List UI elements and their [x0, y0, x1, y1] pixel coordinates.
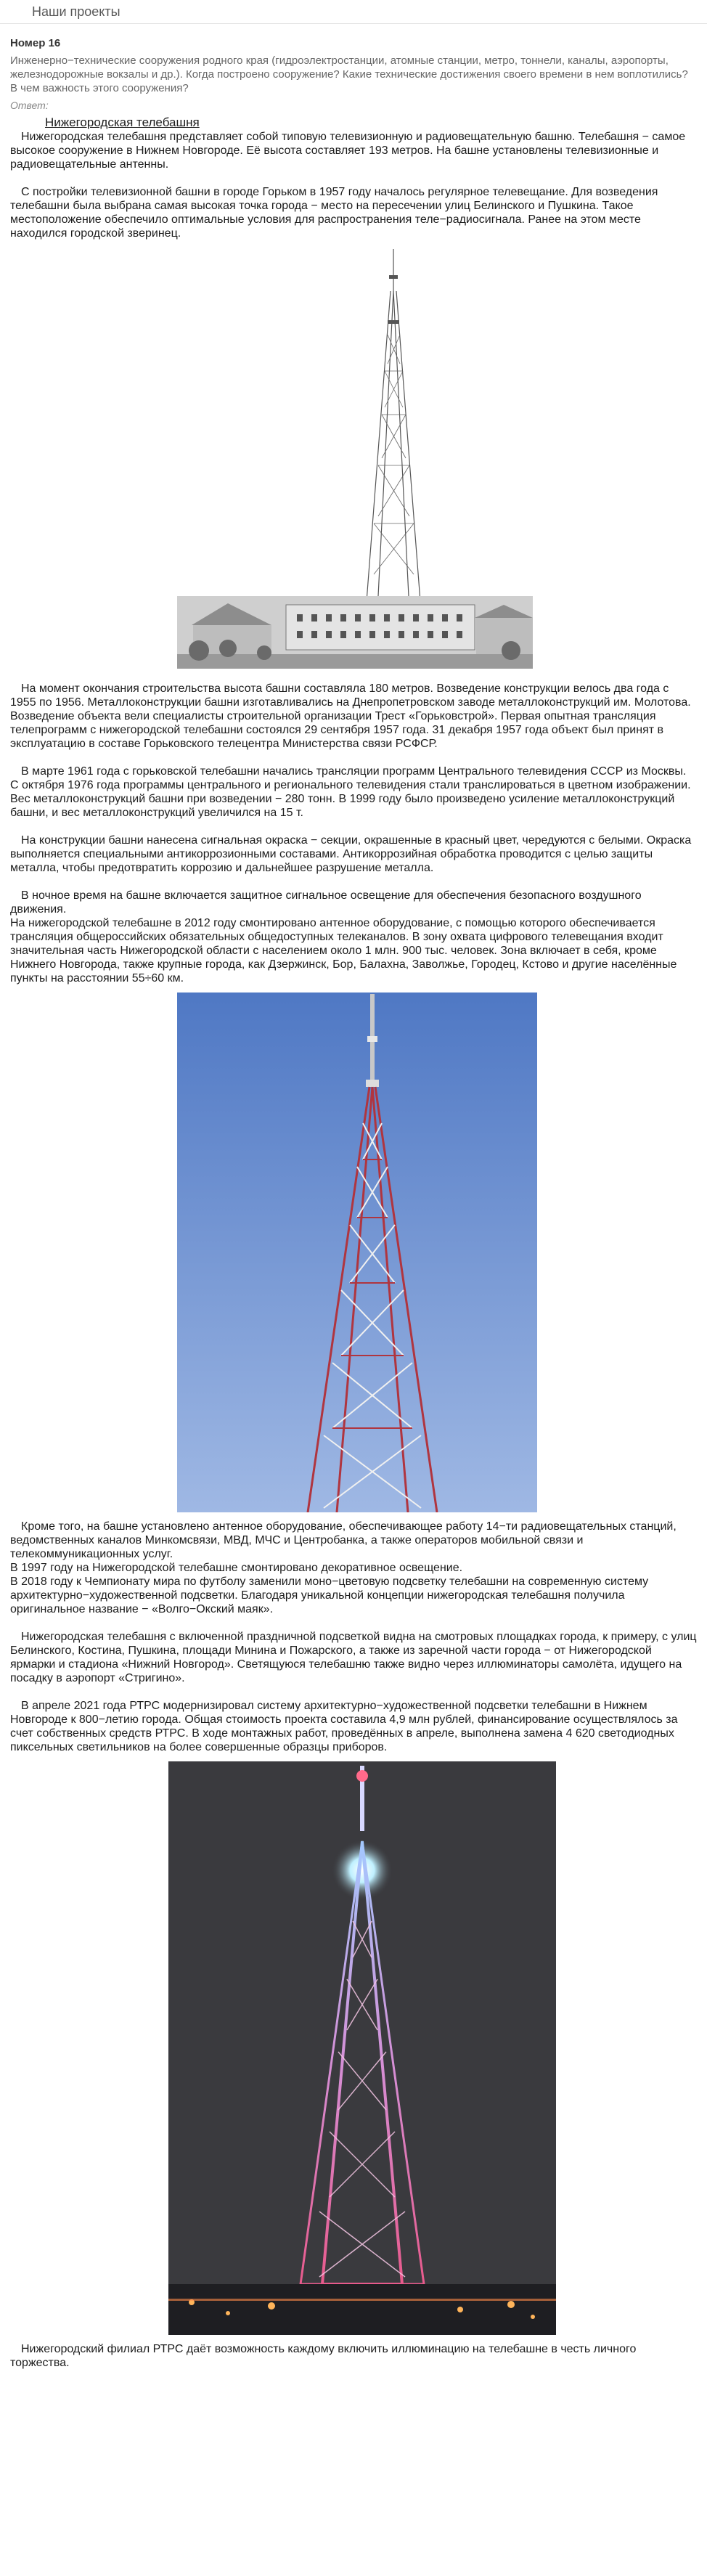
page-header[interactable]: Наши проекты [32, 4, 120, 19]
project-number: Номер 16 [10, 37, 61, 49]
question-text: Инженерно−технические сооружения родного края (гидроэлектростанции, атомные станции, метро, тоннели, каналы, аэропорты, железнодорожные вокзалы и др.). Когда построено сооружение? Какие технические достижения своего времени в нем воплотились? В чем важность этого сооружения? [10, 54, 688, 94]
answer-label: Ответ: [10, 99, 49, 111]
paragraph-6: На конструкции башни нанесена сигнальная окраска − секции, окрашенные в красный цвет, чередуются с белыми. Окраска выполняется специальными антикоррозионными составами. Антикоррозийная обработка проводится с целью защиты металла, чтобы предотвратить коррозию и дальнейшее разрушение металла. [10, 834, 692, 874]
paragraph-12: Нижегородская телебашня с включенной праздничной подсветкой видна на смотровых площадках города, к примеру, с улиц Белинского, Костина, Пушкина, площади Минина и Пожарского, а также из заречной части города − от Нижегородской ярмарки и стадиона «Нижний Новгород». Светящуюся телебашню также видно через иллюминаторы самолёта, идущего на посадку в аэропорт «Стригино». [10, 1631, 697, 1684]
paragraph-8: На нижегородской телебашне в 2012 году смонтировано антенное оборудование, с помощью которого обеспечивается трансляция общероссийских обязательных общедоступных телеканалов. В зону охвата цифрового телевещания входит значительная часть Нижегородской области с населением около 1 млн. 900 тыс. человек. Зона включает в себя, кроме Нижнего Новгорода, также крупные города, как Дзержинск, Бор, Балахна, Заволжье, Городец, Кстово и другие населённые пункты на расстоянии 55÷60 км. [10, 917, 677, 985]
article-title: Нижегородская телебашня [45, 115, 200, 129]
paragraph-10: В 1997 году на Нижегородской телебашне смонтировано декоративное освещение. [10, 1562, 463, 1574]
daytime-tower-image [10, 993, 707, 1512]
paragraph-14: Нижегородский филиал РТРС даёт возможность каждому включить иллюминацию на телебашне в честь личного торжества. [10, 2343, 637, 2369]
paragraph-3: На момент окончания строительства высота башни составляла 180 метров. Возведение конструкции велось два года с 1955 по 1956. Металлоконструкции башни изготавливались на Днепропетровском заводе металлоконструкций им. Молотова. Возведение объекта вели специалисты строительной организации Трест «Горьковстрой». Первая опытная трансляция телепрограмм с нижегородской телебашни состоялся 29 сентября 1957 года. 31 декабря 1957 года объект был принят в эксплуатацию в составе Горьковского телецентра Министерства связи РСФСР. [10, 682, 691, 750]
paragraph-9: Кроме того, на башне установлено антенное оборудование, обеспечивающее работу 14−ти радиовещательных станций, ведомственных каналов Минкомсвязи, МВД, МЧС и Центробанка, а также операторов мобильной связи и телекоммуникационных услуг. [10, 1520, 677, 1560]
daytime-tower-photo [10, 993, 707, 1512]
night-tower-photo [10, 1761, 707, 2335]
paragraph-1: Нижегородская телебашня представляет собой типовую телевизионную и радиовещательную башню. Телебашня − самое высокое сооружение в Нижнем Новгороде. Её высота составляет 193 метров. На башне установлены телевизионные и радиовещательные антенны. [10, 131, 686, 171]
night-tower-image [10, 1761, 707, 2335]
paragraph-5: Вес металлоконструкций башни при возведении − 280 тонн. В 1999 году было произведено усиление металлоконструкций башни, и вес металлоконструкций увеличился на 15 т. [10, 793, 675, 819]
paragraph-4: В марте 1961 года с горьковской телебашни начались трансляции программ Центрального телевидения СССР из Москвы. С октября 1976 года программы центрального и регионального телевидения стали транслироваться в цветном изображении. [10, 765, 691, 791]
historic-tower-image [10, 248, 707, 674]
paragraph-11: В 2018 году к Чемпионату мира по футболу заменили моно−цветовую подсветку телебашни на современную систему архитектурно−художественной подсветки. Благодаря уникальной концепции нижегородская телебашня получила оригинальное название − «Волго−Окский маяк». [10, 1576, 649, 1615]
header-bar [0, 0, 707, 24]
paragraph-13: В апреле 2021 года РТРС модернизировал систему архитектурно−художественной подсветки телебашни в Нижнем Новгороде к 800−летию города. Общая стоимость проекта составила 4,9 млн рублей, финансирование осуществлялось за счет собственных средств РТРС. В ходе монтажных работ, проведённых в апреле, выполнена замена 4 620 светодиодных пиксельных светильников на более совершенные образцы приборов. [10, 1700, 678, 1753]
paragraph-7: В ночное время на башне включается защитное сигнальное освещение для обеспечения безопасного воздушного движения. [10, 889, 642, 916]
historic-tower-photo [10, 248, 707, 674]
paragraph-2: С постройки телевизионной башни в городе Горьком в 1957 году началось регулярное телевещание. Для возведения телебашни была выбрана самая высокая точка города − место на пересечении улиц Белинского и Пушкина. Такое местоположение обеспечило оптимальные условия для распространения теле−радиосигнала. Ранее на этом месте находился городской зверинец. [10, 186, 658, 240]
article-content [0, 24, 707, 2384]
